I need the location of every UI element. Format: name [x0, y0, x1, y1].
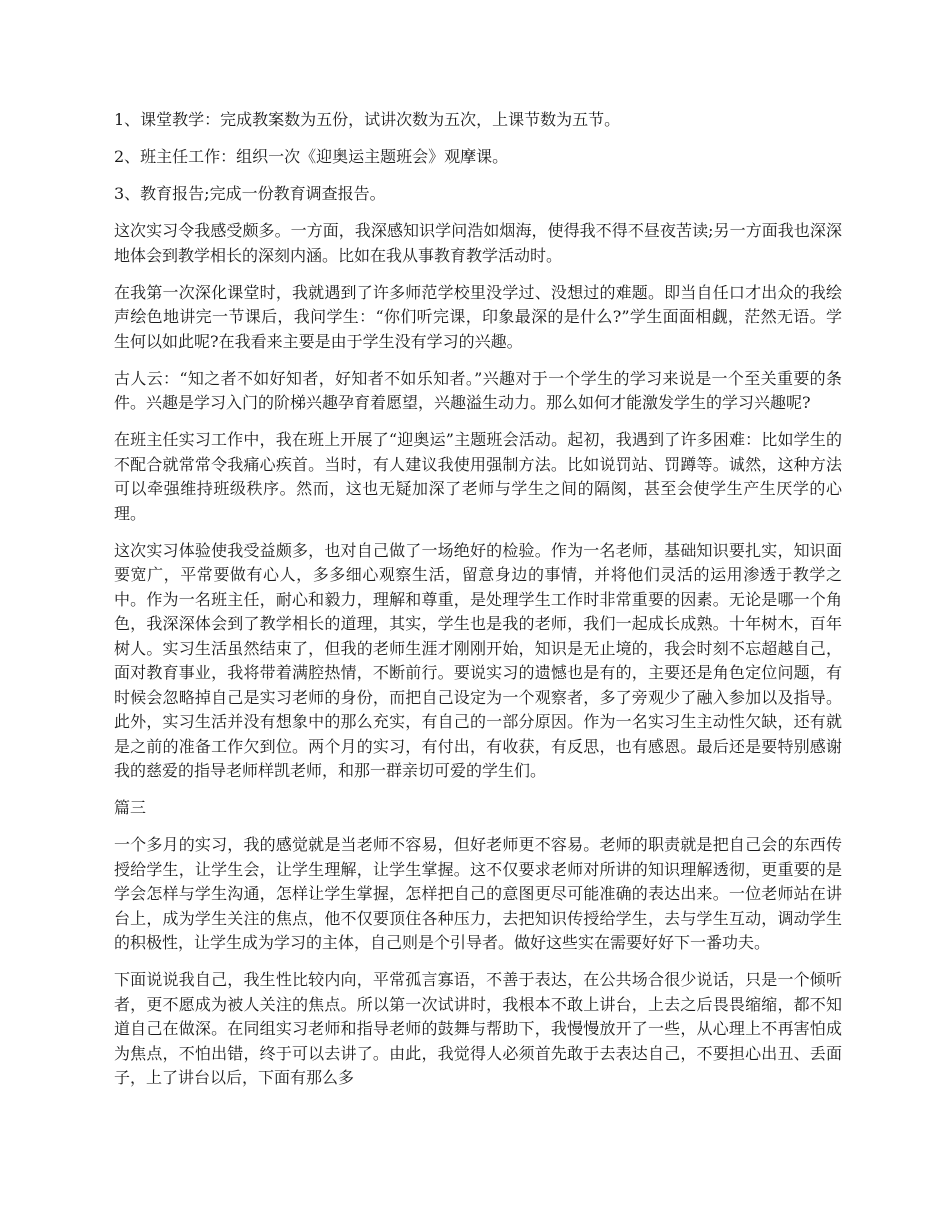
paragraph-personal-growth: 下面说说我自己，我生性比较内向，平常孤言寡语，不善于表达，在公共场合很少说话，只是一个倾听者，更不愿成为被人关注的焦点。所以第一次试讲时，我根本不敢上讲台，上去之后畏畏缩缩，都不知道自己在做深。在同组实习老师和指导老师的鼓舞与帮助下，我慢慢放开了一些，从心理上不再害怕成为焦点，不怕出错，终于可以去讲了。由此，我觉得人必须首先敢于去表达自己，不要担心出丑、丢面子，上了讲台以后，下面有那么多: [114, 970, 842, 1087]
paragraph-class-meeting: 在班主任实习工作中，我在班上开展了“迎奥运”主题班会活动。起初，我遇到了许多困难：比如学生的不配合就常常令我痛心疾首。当时，有人建议我使用强制方法。比如说罚站、罚蹲等。诚然，这种方法可以牵强维持班级秩序。然而，这也无疑加深了老师与学生之间的隔阂，甚至会使学生产生厌学的心理。: [114, 430, 842, 523]
paragraph-teacher-duties: 一个多月的实习，我的感觉就是当老师不容易，但好老师更不容易。老师的职责就是把自己会的东西传授给学生，让学生会，让学生理解，让学生掌握。这不仅要求老师对所讲的知识理解透彻，更重要的是学会怎样与学生沟通，怎样让学生掌握，怎样把自己的意图更尽可能准确的表达出来。一位老师站在讲台上，成为学生关注的焦点，他不仅要顶住各种压力，去把知识传授给学生，去与学生互动，调动学生的积极性，让学生成为学习的主体，自己则是个引导者。做好这些实在需要好好下一番功夫。: [114, 835, 842, 952]
list-item-classroom-teaching: 1、课堂教学：完成教案数为五份，试讲次数为五次，上课节数为五节。: [114, 110, 621, 129]
paragraph-interest-quote: 古人云：“知之者不如好知者，好知者不如乐知者。”兴趣对于一个学生的学习来说是一个至关重要的条件。兴趣是学习入门的阶梯兴趣孕育着愿望，兴趣溢生动力。那么如何才能激发学生的学习兴趣呢?: [114, 368, 842, 412]
list-item-class-teacher-work: 2、班主任工作：组织一次《迎奥运主题班会》观摩课。: [114, 147, 509, 166]
list-item-education-report: 3、教育报告;完成一份教育调查报告。: [114, 184, 386, 203]
document-body: [114, 108, 842, 1103]
paragraph-first-class: 在我第一次深化课堂时，我就遇到了许多师范学校里没学过、没想过的难题。即当自任口才出众的我绘声绘色地讲完一节课后，我问学生：“你们听完课，印象最深的是什么?”学生面面相觑，茫然无语。学生何以如此呢?在我看来主要是由于学生没有学习的兴趣。: [114, 282, 842, 351]
section-heading: 篇三: [114, 798, 147, 817]
paragraph-internship-feelings: 这次实习令我感受颇多。一方面，我深感知识学问浩如烟海，使得我不得不昼夜苦读;另一方面我也深深地体会到教学相长的深刻内涵。比如在我从事教育教学活动时。: [114, 221, 842, 265]
paragraph-reflection: 这次实习体验使我受益颇多，也对自己做了一场绝好的检验。作为一名老师，基础知识要扎实，知识面要宽广，平常要做有心人，多多细心观察生活，留意身边的事情，并将他们灵活的运用渗透于教学之中。作为一名班主任，耐心和毅力，理解和尊重，是处理学生工作时非常重要的因素。无论是哪一个角色，我深深体会到了教学相长的道理，其实，学生也是我的老师，我们一起成长成熟。十年树木，百年树人。实习生活虽然结束了，但我的老师生涯才刚刚开始，知识是无止境的，我会时刻不忘超越自己，面对教育事业，我将带着满腔热情，不断前行。要说实习的遗憾也是有的，主要还是角色定位问题，有时候会忽略掉自己是实习老师的身份，而把自己设定为一个观察者，多了旁观少了融入参加以及指导。此外，实习生活并没有想象中的那么充实，有自己的一部分原因。作为一名实习生主动性欠缺，还有就是之前的准备工作欠到位。两个月的实习，有付出，有收获，有反思，也有感恩。最后还是要特别感谢我的慈爱的指导老师样凯老师，和那一群亲切可爱的学生们。: [114, 540, 842, 780]
